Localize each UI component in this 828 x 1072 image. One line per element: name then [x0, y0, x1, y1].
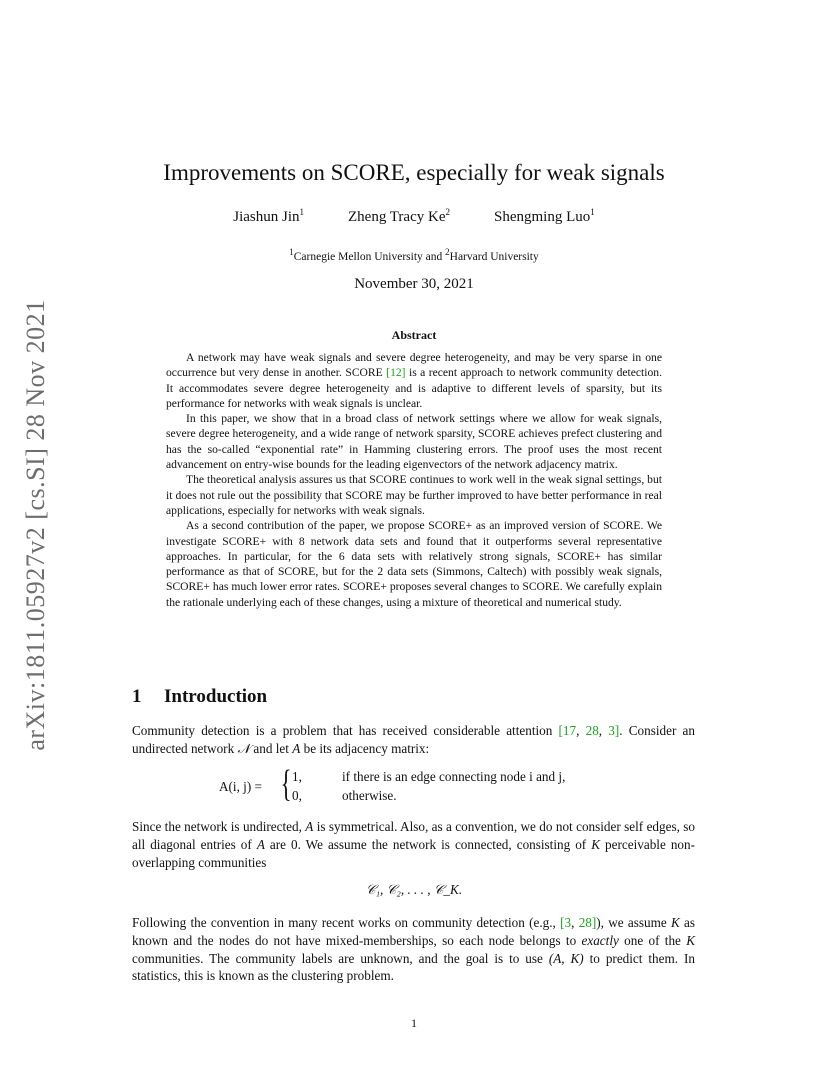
author: Zheng Tracy Ke$^2$	[348, 207, 450, 225]
abstract-paragraph: The theoretical analysis assures us that SCORE continues to work well in the weak signal settings, but it does not rule out the possibility that SCORE may be further improved to have better performance in real applications, especially for networks with weak signals.	[166, 473, 662, 517]
citation-link[interactable]: 28	[585, 723, 599, 738]
abstract-body	[166, 350, 662, 610]
section-heading	[132, 686, 267, 708]
case-value: 0,	[292, 788, 302, 803]
section-title: Introduction	[164, 686, 268, 707]
abstract-heading: Abstract	[391, 328, 437, 342]
equation-lhs: A(i, j) =	[219, 779, 262, 794]
case-condition: if there is an edge connecting node i and j,	[342, 769, 566, 784]
intro-paragraph: Community detection is a problem that has received considerable attention [17, 28, 3]. Consider an undirected network 𝒩 and let A be its adjacency matrix:	[132, 723, 696, 756]
citation-link[interactable]: [17	[558, 723, 577, 738]
paper-date: November 30, 2021	[354, 276, 474, 292]
citation-link[interactable]: 28]	[578, 915, 597, 930]
abstract-paragraph: A network may have weak signals and severe degree heterogeneity, and may be very sparse in one occurrence but very dense in another. SCORE [12] is a recent approach to network community detection. It accommodates severe degree heterogeneity and is adaptive to different levels of sparsity, but its performance for networks with weak signals is unclear.	[166, 351, 662, 410]
page-number: 1	[411, 1016, 417, 1030]
author-list	[0, 207, 828, 226]
abstract-paragraph: In this paper, we show that in a broad class of network settings where we allow for weak signals, severe degree heterogeneity, and a wide range of network sparsity, SCORE achieves prefect clustering and has the so-called “exponential rate” in Hamming clustering errors. The proof uses the most recent advancement on entry-wise bounds for the leading eigenvectors of the network adjacency matrix.	[166, 412, 662, 472]
paper-title: Improvements on SCORE, especially for weak signals	[163, 160, 665, 185]
community-list-equation: 𝒞₁, 𝒞₂, . . . , 𝒞_K.	[365, 882, 463, 897]
author: Jiashun Jin$^1$	[233, 207, 304, 225]
case-condition: otherwise.	[342, 788, 397, 803]
intro-paragraph: Following the convention in many recent works on community detection (e.g., [3, 28]), we assume K as known and the nodes do not have mixed-memberships, so each node belongs to exactly one of the K communities. The community labels are unknown, and the goal is to use (A, K) to predict them. In statistics, this is known as the clustering problem.	[132, 915, 695, 984]
left-brace: {	[280, 763, 292, 805]
intro-paragraph: Since the network is undirected, A is symmetrical. Also, as a convention, we do not consider self edges, so all diagonal entries of A are 0. We assume the network is connected, consisting of K perceivable non-overlapping communities	[132, 819, 696, 870]
affiliations: $^1$Carnegie Mellon University and $^2$Harvard University	[289, 247, 539, 263]
abstract-paragraph: As a second contribution of the paper, we propose SCORE+ as an improved version of SCORE. We investigate SCORE+ with 8 network data sets and found that it outperforms several representative approaches. In particular, for the 6 data sets with relatively strong signals, SCORE+ has similar performance as that of SCORE, but for the 2 data sets (Simmons, Caltech) with possibly weak signals, SCORE+ has much lower error rates. SCORE+ proposes several changes to SCORE. We carefully explain the rationale underlying each of these changes, using a mixture of theoretical and numerical study.	[166, 519, 662, 609]
case-value: 1,	[292, 769, 302, 784]
author: Shengming Luo$^1$	[494, 207, 595, 225]
citation-link[interactable]: [3	[560, 915, 572, 930]
section-number: 1	[132, 686, 142, 707]
citation-link[interactable]: [12]	[386, 366, 406, 380]
citation-link[interactable]: 3]	[608, 723, 620, 738]
arxiv-identifier: arXiv:1811.05927v2 [cs.SI] 28 Nov 2021	[21, 299, 50, 751]
arxiv-sidebar	[16, 295, 56, 755]
